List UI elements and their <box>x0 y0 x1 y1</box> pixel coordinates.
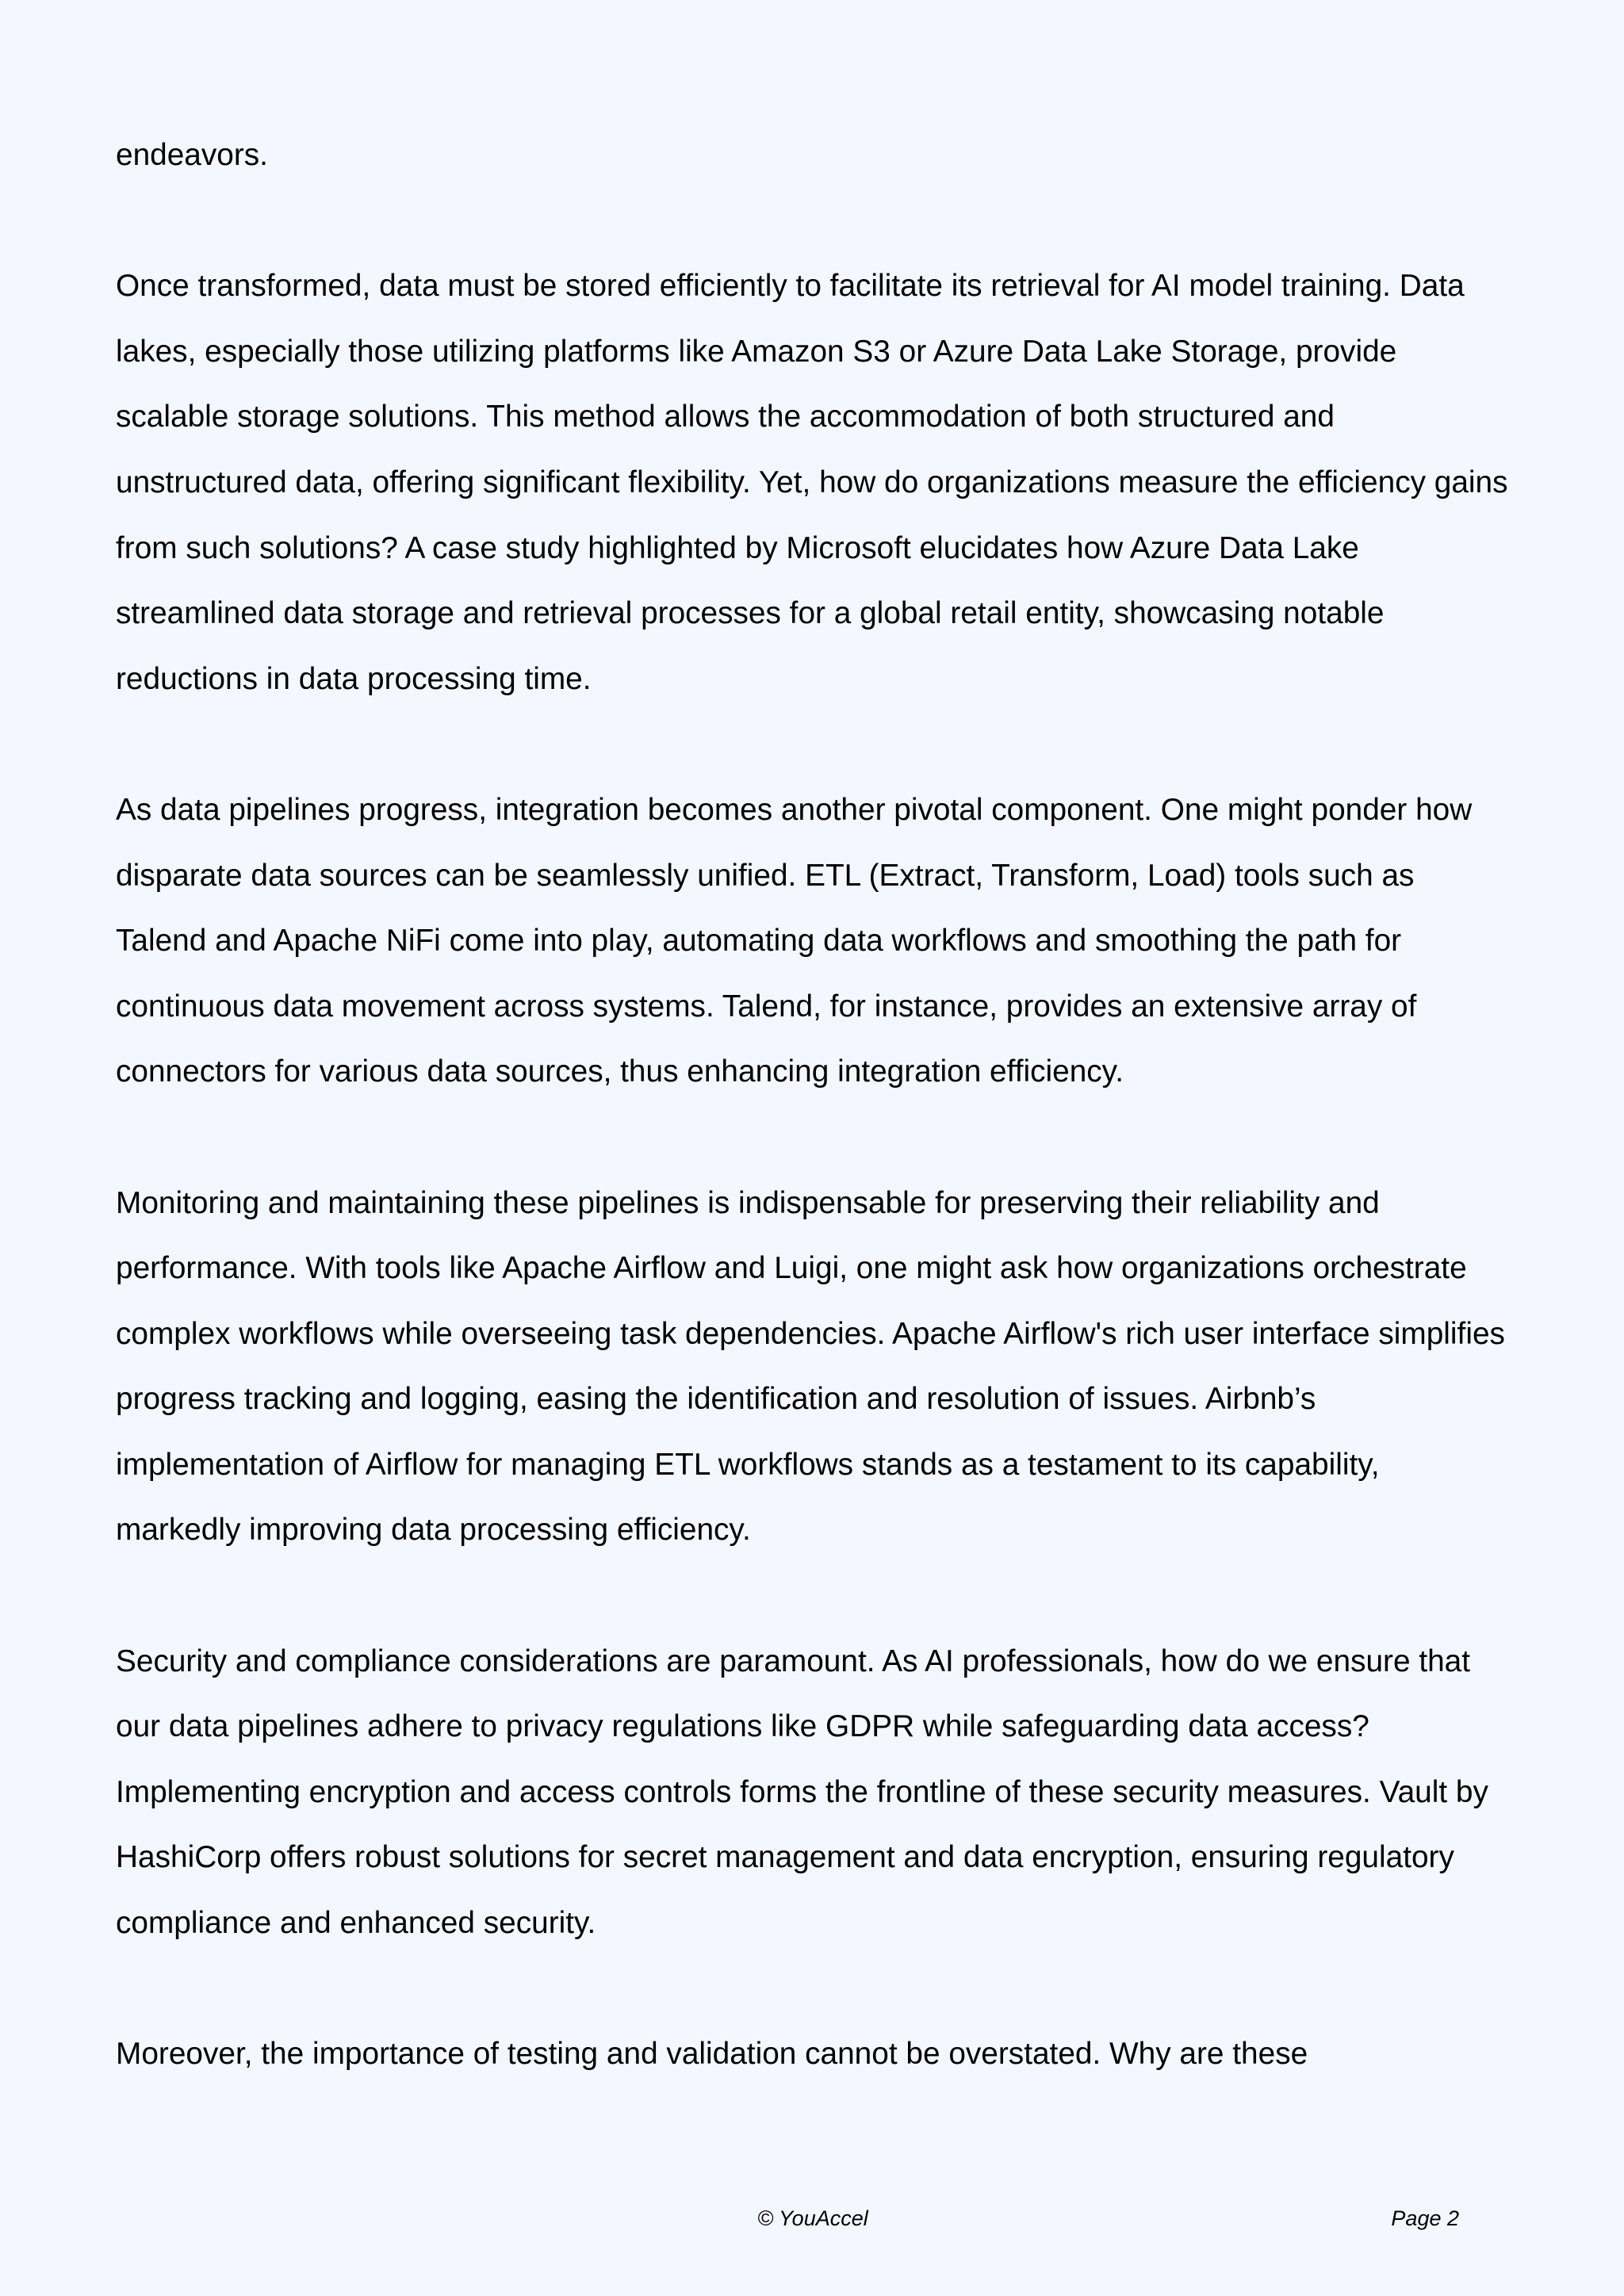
footer-copyright: © YouAccel <box>757 2206 868 2230</box>
paragraph-2: Once transformed, data must be stored efficiently to facilitate its retrieval for AI model training. Data lakes, especially those utilizing platforms like Amazon S3 or Azure Data Lake Storage, provide scalable storage solutions. This method allows the accommodation of both structured and unstructured data, offering significant flexibility. Yet, how do organizations measure the efficiency gains from such solutions? A case study highlighted by Microsoft elucidates how Azure Data Lake streamlined data storage and retrieval processes for a global retail entity, showcasing notable reductions in data processing time. <box>116 269 1508 696</box>
paragraph-4: Monitoring and maintaining these pipelines is indispensable for preserving their reliability and performance. With tools like Apache Airflow and Luigi, one might ask how organizations orchestrate complex workflows while overseeing task dependencies. Apache Airflow's rich user interface simplifies progress tracking and logging, easing the identification and resolution of issues. Airbnb’s implementation of Airflow for managing ETL workflows stands as a testament to its capability, markedly improving data processing efficiency. <box>116 1185 1505 1548</box>
footer-page-number: Page 2 <box>1391 2206 1459 2230</box>
body-text <box>116 123 1511 2087</box>
paragraph-5: Security and compliance considerations are paramount. As AI professionals, how do we ensure that our data pipelines adhere to privacy regulations like GDPR while safeguarding data access? Implementing encryption and access controls forms the frontline of these security measures. Vault by HashiCorp offers robust solutions for secret management and data encryption, ensuring regulatory compliance and enhanced security. <box>116 1644 1488 1941</box>
paragraph-1: endeavors. <box>116 138 268 172</box>
paragraph-6: Moreover, the importance of testing and validation cannot be overstated. Why are these <box>116 2037 1308 2072</box>
paragraph-3: As data pipelines progress, integration becomes another pivotal component. One might ponder how disparate data sources can be seamlessly unified. ETL (Extract, Transform, Load) tools such as Talend and Apache NiFi come into play, automating data workflows and smoothing the path for continuous data movement across systems. Talend, for instance, provides an extensive array of connectors for various data sources, thus enhancing integration efficiency. <box>116 792 1473 1089</box>
